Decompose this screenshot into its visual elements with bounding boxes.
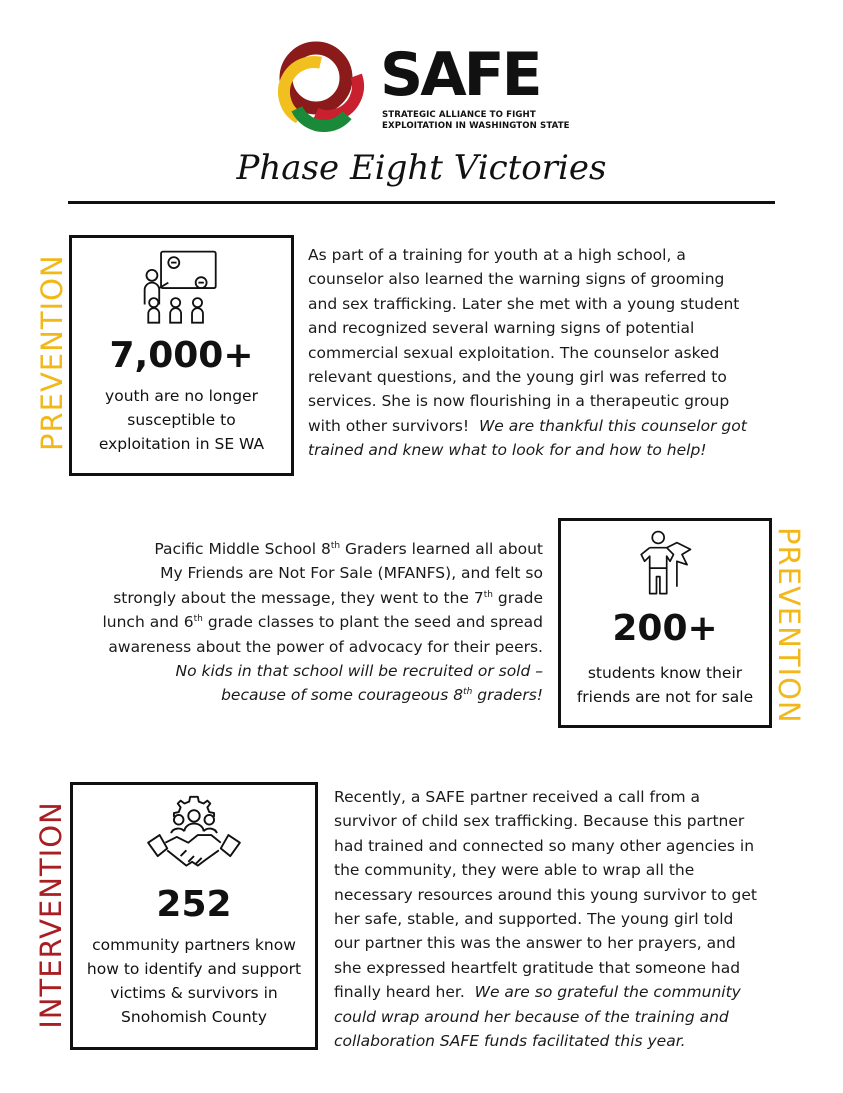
story-emphasis: trained and knew what to look for and how to help! (308, 441, 707, 460)
story-line: and sex trafficking. Later she met with a young student (308, 294, 740, 313)
story-line: and recognized several warning signs of potential (308, 319, 695, 338)
stat-description (72, 384, 291, 456)
story-line: her safe, stable, and supported. The young girl told (334, 910, 734, 929)
stat-number: 7,000+ (109, 335, 254, 376)
safe-rings-logo-icon (272, 36, 372, 136)
ordinal-suffix: th (463, 687, 473, 698)
stat-desc-line: community partners know (92, 936, 296, 954)
story-text: Pacific Middle School 8 (154, 540, 331, 558)
section-label-intervention: INTERVENTION (34, 801, 68, 1029)
story-prevention-2 (60, 537, 543, 708)
story-prevention-1 (308, 243, 788, 463)
story-line: As part of a training for youth at a high school, a (308, 246, 686, 264)
section-label-prevention-1: PREVENTION (35, 254, 69, 451)
stat-desc-line: exploitation in SE WA (98, 435, 265, 453)
story-line: commercial sexual exploitation. The counselor asked (308, 343, 720, 362)
stat-box-youth (69, 235, 294, 476)
story-line: she expressed heartfelt gratitude that someone had (334, 958, 741, 977)
story-intervention (334, 785, 804, 1053)
logo-subtitle (382, 110, 570, 132)
story-line: awareness about the power of advocacy for their peers. (108, 637, 543, 656)
story-line (334, 1005, 804, 1029)
story-line (60, 659, 543, 683)
stat-number: 200+ (612, 608, 718, 649)
story-emphasis: We are thankful this counselor got (478, 416, 747, 435)
story-emphasis: could wrap around her because of the training and (334, 1007, 729, 1026)
story-text: with other survivors! (308, 416, 479, 435)
story-line (334, 1029, 804, 1053)
section-label-prevention-2: PREVENTION (772, 527, 806, 724)
ordinal-suffix: th (330, 540, 341, 551)
story-emphasis: We are so grateful the community (474, 983, 741, 1002)
story-line (334, 980, 804, 1004)
stat-desc-line: Snohomish County (121, 1008, 267, 1026)
story-text: grade (492, 588, 543, 607)
page-title: Phase Eight Victories (236, 148, 607, 188)
story-text: strongly about the message, they went to the 7 (113, 588, 484, 607)
story-line: our partner this was the answer to her prayers, and (334, 934, 736, 953)
stat-desc-line: susceptible to (127, 411, 236, 429)
story-emphasis: No kids in that school will be recruited or sold – (175, 662, 543, 681)
ordinal-suffix: th (483, 589, 493, 600)
story-line: counselor also learned the warning signs of grooming (308, 270, 725, 289)
story-emphasis: collaboration SAFE funds facilitated this year. (334, 1032, 686, 1051)
story-line (308, 438, 788, 462)
story-line: Recently, a SAFE partner received a call from a (334, 788, 701, 806)
stat-description (73, 933, 315, 1029)
story-text: finally heard her. (334, 983, 475, 1002)
story-line: relevant questions, and the young girl was referred to (308, 368, 727, 387)
story-line: necessary resources around this young survivor to get (334, 885, 757, 904)
logo-wordmark: SAFE (380, 40, 540, 110)
logo-subtitle-line1: STRATEGIC ALLIANCE TO FIGHT (382, 110, 536, 120)
story-emphasis: graders! (472, 686, 543, 705)
stat-box-partners (70, 782, 318, 1050)
story-line (308, 414, 788, 438)
story-line (60, 610, 543, 634)
stat-desc-line: youth are no longer (105, 387, 258, 405)
logo-subtitle-line2: EXPLOITATION IN WASHINGTON STATE (382, 121, 570, 131)
partnership-handshake-icon (146, 793, 242, 879)
story-line (60, 537, 543, 561)
story-line: the community, they were able to wrap all the (334, 861, 695, 880)
title-divider (68, 201, 775, 204)
story-text: Graders learned all about (340, 540, 543, 558)
stat-desc-line: friends are not for sale (576, 688, 754, 706)
stat-desc-line: how to identify and support (86, 960, 302, 978)
story-line: had trained and connected so many other agencies in (334, 836, 755, 855)
story-text: lunch and 6 (102, 613, 194, 632)
story-line (60, 586, 543, 610)
safe-logo (272, 36, 582, 136)
story-line (60, 683, 543, 707)
stat-box-students (558, 518, 772, 728)
story-line: My Friends are Not For Sale (MFANFS), and felt so (160, 564, 543, 583)
stat-desc-line: students know their (587, 664, 743, 682)
story-text: grade classes to plant the seed and spread (202, 613, 543, 632)
stat-desc-line: victims & survivors in (110, 984, 278, 1002)
stat-number: 252 (156, 884, 232, 925)
story-emphasis: because of some courageous 8 (221, 686, 464, 705)
stat-description (561, 661, 769, 709)
classroom-icon (141, 248, 223, 330)
story-line: services. She is now flourishing in a therapeutic group (308, 392, 730, 411)
ordinal-suffix: th (193, 614, 203, 625)
superhero-icon (631, 529, 699, 597)
story-line: survivor of child sex trafficking. Because this partner (334, 812, 745, 831)
